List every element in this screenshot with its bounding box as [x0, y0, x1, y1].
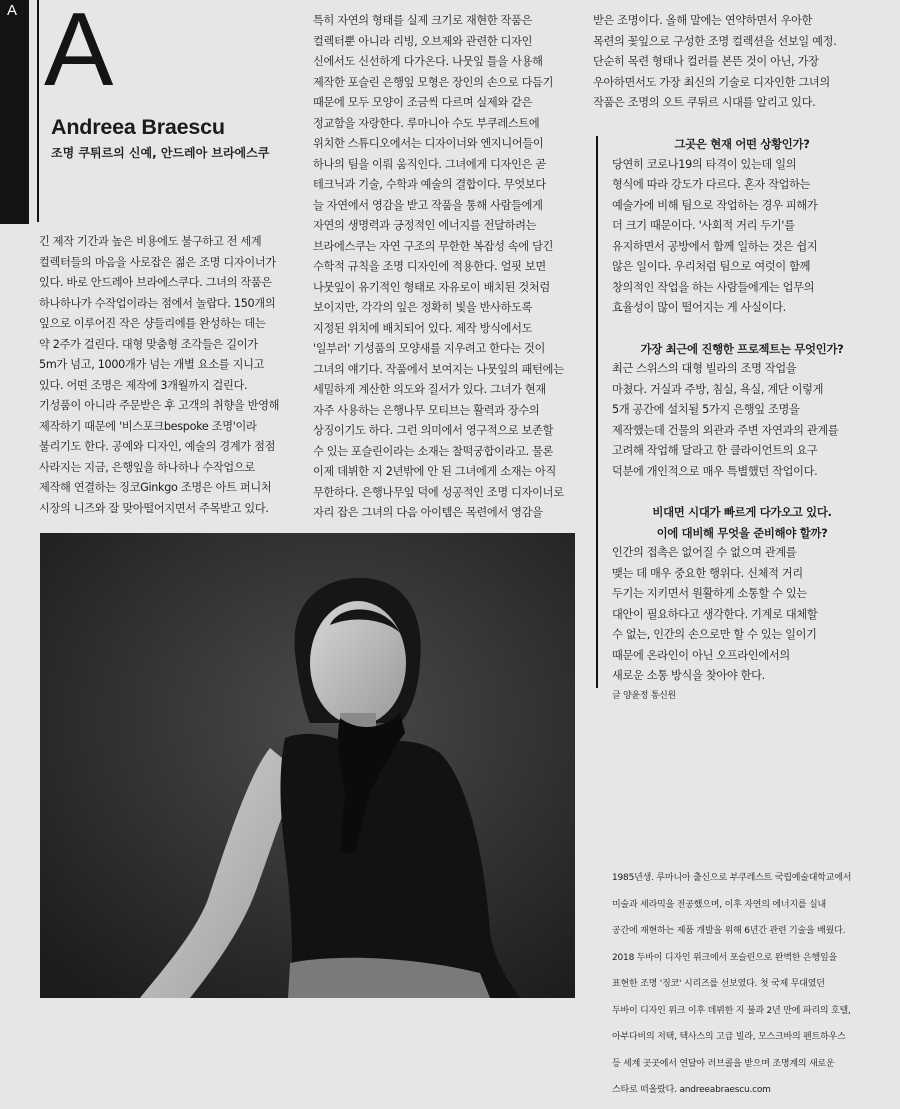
portrait-photo [40, 533, 575, 998]
interview-answer-line: 효율성이 많이 떨어지는 게 사실이다. [612, 301, 786, 314]
body-text-line: 위치한 스튜디오에서는 디자이너와 엔지니어들이 [313, 137, 544, 150]
interview-answer-line: 인간의 접촉은 없어질 수 없으며 관계를 [612, 546, 797, 559]
body-text-line: 브라에스쿠는 자연 구조의 무한한 복잡성 속에 담긴 [313, 239, 554, 253]
interview-answer-line: 제작했는데 건물의 외관과 주변 자연과의 관계를 [612, 423, 839, 437]
designer-bio [612, 861, 877, 1109]
body-text-line: 때문에 모두 모양이 조금씩 다르며 실제와 같은 [313, 96, 533, 109]
body-text-line: '일부러' 기성품의 모양새를 지우려고 한다는 것이 [313, 342, 545, 355]
body-text-line: 컬렉터들의 마음을 사로잡은 젊은 조명 디자이너가 [39, 255, 276, 269]
bio-text-line: 표현한 조명 '징코' 시리즈를 선보였다. 첫 국제 무대였던 [612, 979, 825, 989]
body-text-line: 우아하면서도 가장 최신의 기술로 디자인한 그녀의 [593, 75, 830, 89]
body-text-line: 제작해 연결하는 징코Ginkgo 조명은 아트 퍼니처 [39, 481, 272, 494]
interview-answer-line: 유지하면서 공방에서 함께 일하는 것은 쉽지 [612, 239, 818, 253]
body-text-line: 하나하나가 수작업이라는 점에서 놀랍다. 150개의 [39, 296, 276, 310]
header-divider [37, 0, 39, 222]
body-text-line: 보이지만, 각각의 잎은 정확히 빛을 반사하도록 [313, 301, 533, 314]
interview-answer-line: 두기는 지키면서 원활하게 소통할 수 있는 [612, 587, 807, 600]
body-text-line: 불리기도 한다. 공예와 디자인, 예술의 경계가 점점 [39, 440, 276, 453]
body-text-line: 목련의 꽃잎으로 구성한 조명 컬렉션을 선보일 예정. [593, 34, 837, 48]
body-text-line: 수학적 규칙을 조명 디자인에 적용한다. 얼핏 보면 [313, 260, 546, 273]
interview-answer-line: 고려해 작업해 달라고 한 클라이언트의 요구 [612, 444, 818, 457]
interview-answer-line: 새로운 소통 방식을 찾아야 한다. [612, 669, 765, 682]
body-text-line: 이제 데뷔한 지 2년밖에 안 된 그녀에게 소재는 아직 [313, 465, 557, 478]
body-text-line: 무한하다. 은행나무잎 덕에 성공적인 조명 디자이너로 [313, 485, 564, 499]
section-initial: A [44, 0, 114, 108]
body-text-line: 작품은 조명의 오트 쿠튀르 시대를 알리고 있다. [593, 96, 816, 109]
body-text-line: 받은 조명이다. 올해 말에는 연약하면서 우아한 [593, 14, 813, 27]
interview-question: 비대면 시대가 빠르게 다가오고 있다. [652, 505, 832, 519]
bio-text-line: 미술과 세라믹을 전공했으며, 이후 자연의 에너지를 실내 [612, 899, 826, 910]
body-column-1 [39, 232, 304, 519]
body-text-line: 세밀하게 계산한 의도와 질서가 있다. 그녀가 현재 [313, 383, 546, 396]
interview-answer-line: 창의적인 작업을 하는 사람들에게는 업무의 [612, 280, 815, 294]
body-text-line: 긴 제작 기간과 높은 비용에도 불구하고 전 세계 [39, 235, 262, 248]
interview-answer-line: 수 없는, 인간의 손으로만 할 수 있는 일이기 [612, 628, 817, 641]
body-text-line: 5m가 넘고, 1000개가 넘는 개별 요소를 지니고 [39, 358, 265, 371]
interview-answer-line: 당연히 코로나19의 타격이 있는데 일의 [612, 157, 797, 171]
interview-answer-line: 최근 스위스의 대형 빌라의 조명 작업을 [612, 362, 797, 375]
section-tab [0, 0, 29, 224]
interview-answer-line: 않은 일이다. 우리처럼 팀으로 여럿이 함께 [612, 260, 811, 273]
body-text-line: 신에서도 신선하게 다가온다. 나뭇잎 틀을 사용해 [313, 55, 543, 68]
body-text-line: 지정된 위치에 배치되어 있다. 제작 방식에서도 [313, 321, 533, 335]
body-text-line: 정교함을 자랑한다. 루마니아 수도 부쿠레스트에 [313, 116, 540, 130]
body-column-2 [313, 11, 588, 524]
interview-answer-line: 맺는 데 매우 중요한 행위다. 신체적 거리 [612, 566, 803, 580]
body-text-line: 상징이기도 하다. 그런 의미에서 영구적으로 보존할 [313, 424, 554, 437]
body-text-line: 그녀의 얘기다. 작품에서 보여지는 나뭇잎의 패턴에는 [313, 362, 564, 376]
column-divider [596, 136, 598, 688]
interview-question: 가장 최근에 진행한 프로젝트는 무엇인가? [640, 341, 844, 356]
body-text-line: 컬렉터뿐 아니라 리빙, 오브제와 관련한 디자인 [313, 34, 533, 48]
qa-spacer [612, 319, 872, 339]
article-subtitle: 조명 쿠튀르의 신예, 안드레아 브라에스쿠 [51, 146, 270, 160]
body-text-line: 자연의 생명력과 긍정적인 에너지를 전달하려는 [313, 219, 537, 232]
bio-text-line: 공간에 재현하는 제품 개발을 위해 6년간 관련 기술을 배웠다. [612, 926, 846, 936]
body-column-3-intro [593, 11, 868, 114]
portrait-image [40, 533, 575, 998]
body-text-line: 약 2주가 걸린다. 대형 맞춤형 조각들은 길이가 [39, 337, 258, 351]
interview-answer-line: 형식에 따라 강도가 다르다. 혼자 작업하는 [612, 178, 811, 191]
body-text-line: 특히 자연의 형태를 실제 크기로 재현한 작품은 [313, 14, 533, 27]
body-text-line: 테크닉과 기술, 수학과 예술의 결합이다. 무엇보다 [313, 178, 546, 191]
body-text-line: 늘 자연에서 영감을 받고 작품을 통해 사람들에게 [313, 198, 543, 212]
body-text-line: 수 있는 포슬린이라는 소재는 찰떡궁합이라고. 물론 [313, 444, 554, 458]
bio-text-line: 2018 두바이 디자인 위크에서 포슬린으로 완벽한 은행잎을 [612, 952, 837, 963]
interview-question: 그곳은 현재 어떤 상황인가? [674, 137, 810, 151]
body-text-line: 자리 잡은 그녀의 다음 아이템은 목련에서 영감을 [313, 506, 543, 519]
body-text-line: 제작하기 때문에 '비스포크bespoke 조명'이라 [39, 419, 257, 433]
interview-answer-line: 대안이 필요하다고 생각한다. 기계로 대체할 [612, 607, 818, 621]
body-text-line: 제작한 포슬린 은행잎 모형은 장인의 손으로 다듬기 [313, 75, 554, 89]
section-tab-letter: A [7, 2, 18, 19]
interview-question: 이에 대비해 무엇을 준비해야 할까? [656, 525, 828, 540]
body-text-line: 기성품이 아니라 주문받은 후 고객의 취향을 반영해 [39, 399, 280, 412]
bio-text-line: 스타로 떠올랐다. andreeabraescu.com [612, 1085, 771, 1095]
body-text-line: 단순히 목련 형태나 컬러를 본뜬 것이 아닌, 가장 [593, 55, 819, 68]
body-text-line: 있다. 어떤 조명은 제작에 3개월까지 걸린다. [39, 378, 248, 392]
designer-name: Andreea Braescu [51, 115, 225, 139]
bio-text-line: 두바이 디자인 위크 이후 데뷔한 지 불과 2년 만에 파리의 호텔, [612, 1005, 851, 1016]
body-text-line: 나뭇잎이 유기적인 형태로 자유로이 배치된 것처럼 [313, 280, 550, 294]
qa-spacer [612, 482, 872, 502]
body-text-line: 잎으로 이루어진 작은 샹들리에를 완성하는 데는 [39, 317, 266, 330]
interview-answer-line: 마쳤다. 거실과 주방, 침실, 욕실, 계단 이렇게 [612, 382, 824, 396]
interview-answer-line: 덕분에 개인적으로 매우 특별했던 작업이다. [612, 464, 818, 478]
interview-answer-line: 때문에 온라인이 아닌 오프라인에서의 [612, 648, 790, 662]
interview-section [612, 134, 872, 705]
interview-answer-line: 예술가에 비해 팀으로 작업하는 경우 피해가 [612, 198, 818, 212]
interview-answer-line: 5개 공간에 설치될 5가지 은행잎 조명을 [612, 403, 800, 416]
author-credit: 글 양윤정 통신원 [612, 690, 676, 701]
interview-answer-line: 더 크기 때문이다. '사회적 거리 두기'를 [612, 219, 795, 232]
bio-text-line: 아부다비의 저택, 텍사스의 고급 빌라, 모스크바의 펜트하우스 [612, 1032, 846, 1042]
body-text-line: 하나의 팀을 이뤄 움직인다. 그녀에게 디자인은 곧 [313, 157, 546, 171]
body-text-line: 있다. 바로 안드레아 브라에스쿠다. 그녀의 작품은 [39, 276, 272, 289]
body-text-line: 자주 사용하는 은행나무 모티브는 활력과 장수의 [313, 403, 540, 417]
bio-text-line: 1985년생. 루마니아 출신으로 부쿠레스트 국립예술대학교에서 [612, 873, 852, 883]
body-text-line: 시장의 니즈와 잘 맞아떨어지면서 주목받고 있다. [39, 501, 269, 515]
body-text-line: 사라지는 지금, 은행잎을 하나하나 수작업으로 [39, 460, 255, 474]
bio-text-line: 등 세계 곳곳에서 연달아 러브콜을 받으며 조명계의 새로운 [612, 1058, 835, 1069]
